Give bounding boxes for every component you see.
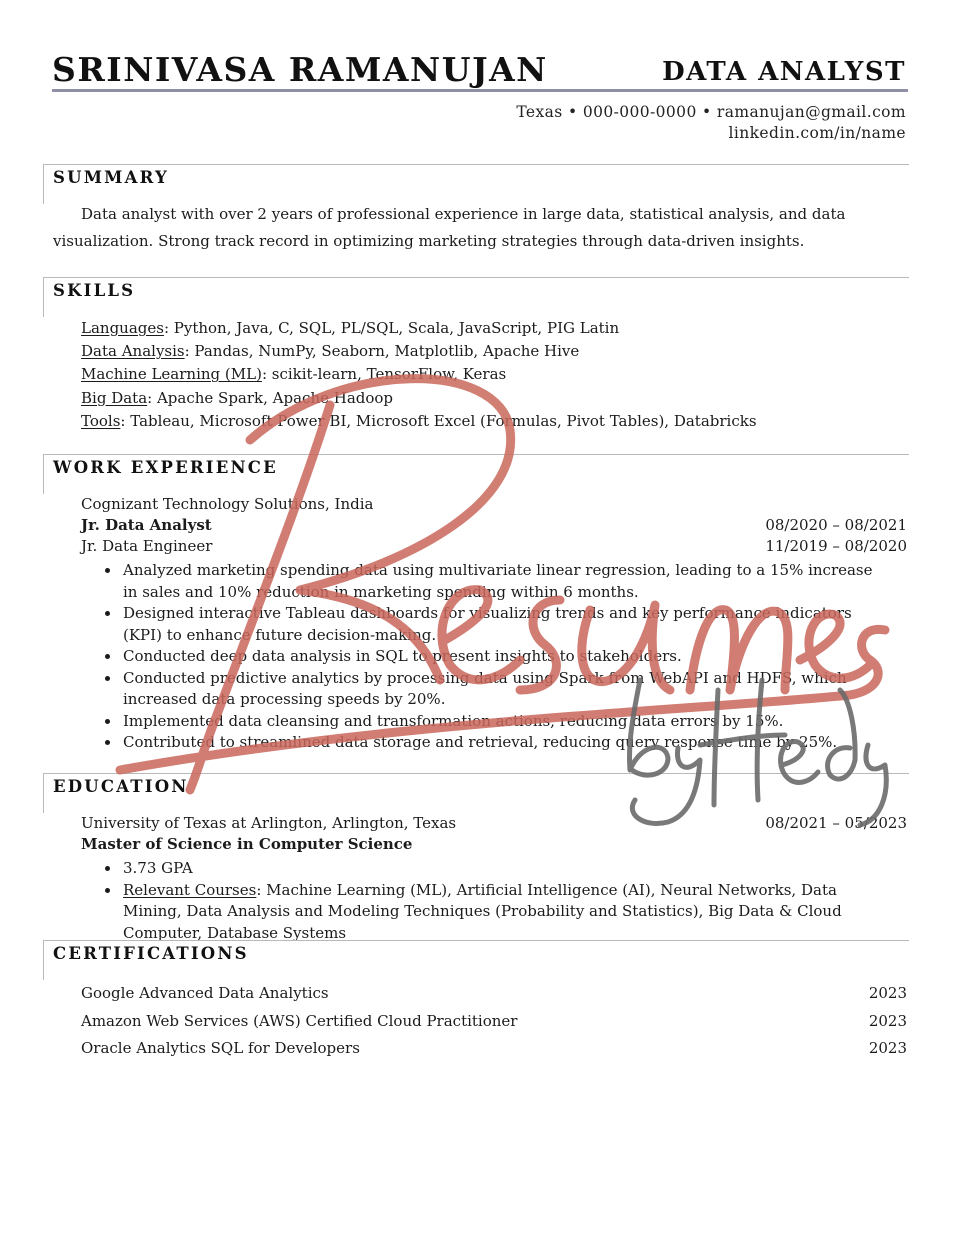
section-divider	[43, 773, 44, 813]
education-section	[43, 773, 909, 944]
certification-name: Amazon Web Services (AWS) Certified Cloud Practitioner	[81, 1011, 518, 1030]
section-heading: SUMMARY	[53, 168, 170, 187]
role-row	[43, 536, 909, 557]
linkedin-url: linkedin.com/in/name	[728, 124, 906, 142]
role-title: Jr. Data Analyst	[81, 516, 212, 534]
courses-value: : Machine Learning (ML), Artificial Intelligence (AI), Neural Networks, Data Mining, Data Analysis and Modeling Techniques (Probability and Statistics), Big Data & Cloud Computer, Database Systems	[123, 880, 842, 942]
summary-text	[43, 201, 909, 255]
skill-value: : scikit-learn, TensorFlow, Keras	[261, 365, 507, 384]
school-row	[43, 813, 909, 834]
skill-label: Data Analysis	[81, 342, 185, 361]
section-divider	[43, 454, 909, 455]
skill-value: : Pandas, NumPy, Seaborn, Matplotlib, Apache Hive	[184, 342, 580, 361]
candidate-name: SRINIVASA RAMANUJAN	[52, 50, 548, 89]
school-name: University of Texas at Arlington, Arlington, Texas	[81, 814, 457, 832]
work-bullet: • Designed interactive Tableau dashboards for visualizing trends and key performance indicators (KPI) to enhance future decision-making.	[121, 603, 891, 646]
job-title: DATA ANALYST	[662, 57, 906, 87]
certification-row	[43, 980, 909, 1008]
work-bullet: • Analyzed marketing spending data using multivariate linear regression, leading to a 15% increase in sales and 10% reduction in marketing spending within 6 months.	[121, 560, 891, 603]
certification-name: Google Advanced Data Analytics	[81, 984, 329, 1002]
certification-year: 2023	[868, 1039, 907, 1057]
certification-row	[43, 1008, 909, 1036]
courses-bullet	[121, 880, 891, 945]
skill-line	[43, 363, 909, 386]
courses-label: Relevant Courses	[123, 880, 257, 899]
role-title: Jr. Data Engineer	[81, 537, 213, 555]
work-bullet: • Implemented data cleansing and transformation actions, reducing data errors by 15%.	[121, 711, 891, 733]
skill-label: Languages	[81, 319, 164, 337]
gpa: • 3.73 GPA	[121, 858, 891, 880]
section-heading: WORK EXPERIENCE	[53, 458, 278, 477]
skill-label: Machine Learning (ML)	[81, 365, 262, 384]
contact-info	[516, 102, 906, 144]
work-experience-section	[43, 454, 909, 754]
skills-list	[43, 317, 909, 433]
certification-year: 2023	[868, 1011, 907, 1030]
skills-section	[43, 277, 909, 433]
summary-line: Data analyst with over 2 years of professional experience in large data, statistical analysis, and data visualization.	[53, 205, 846, 250]
section-divider	[43, 940, 909, 941]
role-row	[43, 515, 909, 536]
degree-title: Master of Science in Computer Science	[81, 835, 413, 853]
certification-row	[43, 1035, 909, 1063]
section-divider	[43, 277, 44, 317]
certification-name: Oracle Analytics SQL for Developers	[81, 1039, 360, 1057]
summary-line: Strong track record in optimizing marketing strategies through data-driven insights.	[158, 232, 805, 250]
work-bullets	[43, 560, 909, 754]
skill-label: Big Data	[81, 388, 148, 407]
work-bullet: • Conducted predictive analytics by processing data using Spark from WebAPI and HDFS, which increased data processing speeds by 20%.	[121, 668, 891, 711]
section-divider	[43, 164, 909, 165]
skill-label: Tools	[81, 411, 121, 430]
role-dates: 11/2019 – 08/2020	[765, 537, 907, 555]
section-heading: CERTIFICATIONS	[53, 944, 249, 963]
section-divider	[43, 773, 909, 774]
education-dates: 08/2021 – 05/2023	[765, 814, 907, 832]
certifications-section	[43, 940, 909, 1063]
company-name: Cognizant Technology Solutions, India	[81, 495, 374, 513]
summary-section	[43, 164, 909, 255]
skill-line	[43, 387, 909, 410]
section-divider	[43, 164, 44, 204]
section-heading: SKILLS	[53, 281, 136, 300]
section-divider	[43, 277, 909, 278]
skill-value: : Python, Java, C, SQL, PL/SQL, Scala, JavaScript, PIG Latin	[163, 319, 620, 337]
skill-value: : Apache Spark, Apache Hadoop	[147, 388, 394, 407]
certification-year: 2023	[868, 984, 907, 1002]
contact-line: Texas • 000-000-0000 • ramanujan@gmail.com	[516, 103, 906, 121]
work-bullet: • Contributed to streamlined data storage and retrieval, reducing query response time by 25%.	[121, 732, 891, 754]
section-divider	[43, 940, 44, 980]
skill-value: : Tableau, Microsoft Power BI, Microsoft Excel (Formulas, Pivot Tables), Databricks	[120, 411, 757, 430]
skill-line	[43, 317, 909, 340]
work-bullet: • Conducted deep data analysis in SQL to present insights to stakeholders.	[121, 646, 891, 668]
education-bullets	[43, 858, 909, 944]
section-heading: EDUCATION	[53, 777, 189, 796]
skill-line	[43, 340, 909, 363]
role-dates: 08/2020 – 08/2021	[765, 516, 907, 534]
company-row	[43, 494, 909, 515]
section-divider	[43, 454, 44, 494]
degree-row	[43, 834, 909, 855]
header-divider	[52, 89, 908, 92]
skill-line	[43, 410, 909, 433]
